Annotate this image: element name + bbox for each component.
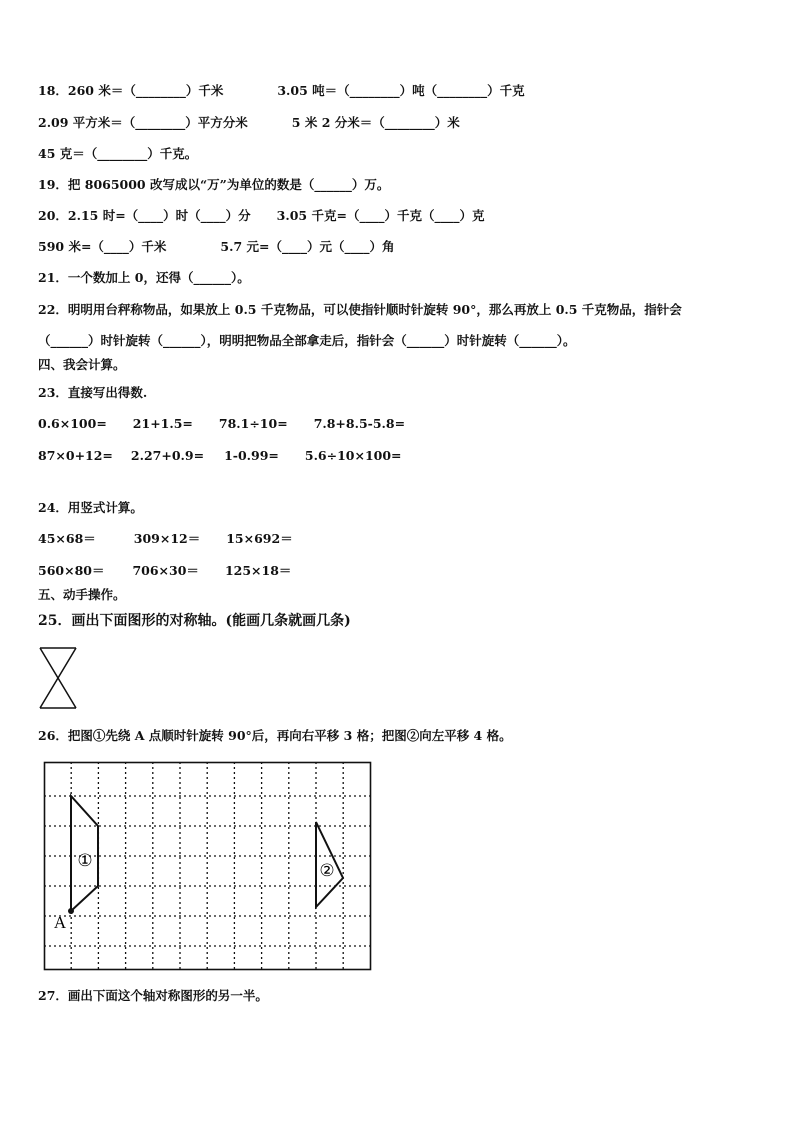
q23-item: 2.27+0.9= bbox=[130, 448, 205, 463]
q20-meters: 590 米=（____）千米 bbox=[38, 239, 167, 254]
section-4-heading bbox=[38, 357, 126, 373]
q23-title-text: 23．直接写出得数. bbox=[38, 385, 148, 400]
q23-row1 bbox=[38, 416, 405, 432]
point-a-label: A bbox=[53, 913, 67, 932]
q23-item: 5.6÷10×100= bbox=[304, 448, 402, 463]
q24-row1 bbox=[38, 531, 293, 547]
q18-line2 bbox=[38, 115, 460, 131]
q23-item: 78.1÷10= bbox=[218, 416, 288, 431]
q18-meter: 5 米 2 分米＝（________）米 bbox=[291, 115, 460, 130]
q25-title-text: 25．画出下面图形的对称轴。(能画几条就画几条) bbox=[38, 613, 351, 629]
q20-line1 bbox=[38, 208, 484, 224]
section-5-text: 五、动手操作。 bbox=[38, 587, 126, 602]
shape-1-label: ① bbox=[77, 851, 93, 871]
q22-text-1: 22．明明用台秤称物品，如果放上 0.5 千克物品，可以使指针顺时针旋转 90°，那么再放上 0.5 千克物品，指针会 bbox=[38, 302, 682, 317]
q24-title bbox=[38, 500, 143, 516]
q20-kg: 3.05 千克=（____）千克（____）克 bbox=[276, 208, 485, 223]
q24-item: 560×80＝ bbox=[38, 563, 105, 578]
q23-item: 21+1.5= bbox=[132, 416, 193, 431]
q18-line1 bbox=[38, 83, 525, 99]
grid-figure bbox=[44, 762, 372, 972]
q24-item: 125×18＝ bbox=[224, 563, 292, 578]
q20-yuan: 5.7 元=（____）元（____）角 bbox=[220, 239, 395, 254]
q27-title bbox=[38, 988, 268, 1004]
q20-hours: 20．2.15 时=（____）时（____）分 bbox=[38, 208, 251, 223]
q24-item: 309×12＝ bbox=[133, 531, 201, 546]
q19 bbox=[38, 177, 389, 193]
q22-line1 bbox=[38, 302, 682, 318]
q18-gram-kg: 45 克＝（________）千克。 bbox=[38, 146, 198, 161]
q24-title-text: 24．用竖式计算。 bbox=[38, 500, 143, 515]
hourglass-figure bbox=[38, 647, 78, 709]
q24-item: 45×68＝ bbox=[38, 531, 96, 546]
point-a-dot bbox=[68, 908, 74, 914]
q21-text: 21．一个数加上 0，还得（______）。 bbox=[38, 270, 250, 285]
q25-title bbox=[38, 613, 351, 629]
section-5-heading bbox=[38, 587, 126, 603]
q23-item: 0.6×100= bbox=[38, 416, 107, 431]
q23-row2 bbox=[38, 448, 402, 464]
q18-area: 2.09 平方米＝（________）平方分米 bbox=[38, 115, 248, 130]
q22-line2 bbox=[38, 333, 576, 349]
q19-text: 19．把 8065000 改写成以“万”为单位的数是（______）万。 bbox=[38, 177, 390, 192]
q18-length-to-km: 18．260 米＝（________）千米 bbox=[38, 83, 224, 98]
q23-title bbox=[38, 385, 147, 401]
q26-title-text: 26．把图①先绕 A 点顺时针旋转 90°后，再向右平移 3 格；把图②向左平移 4 格。 bbox=[38, 728, 512, 743]
shape-2-label: ② bbox=[319, 861, 335, 881]
q27-title-text: 27．画出下面这个轴对称图形的另一半。 bbox=[38, 988, 268, 1003]
q23-item: 87×0+12= bbox=[38, 448, 113, 463]
q24-item: 15×692＝ bbox=[226, 531, 293, 546]
q23-item: 1-0.99= bbox=[224, 448, 279, 463]
q23-item: 7.8+8.5-5.8= bbox=[313, 416, 406, 431]
q18-line3 bbox=[38, 146, 197, 162]
q24-row2 bbox=[38, 563, 291, 579]
q24-item: 706×30＝ bbox=[132, 563, 199, 578]
q20-line2 bbox=[38, 239, 395, 255]
q22-text-2: （______）时针旋转（______），明明把物品全部拿走后，指针会（______）时针旋转（______）。 bbox=[38, 333, 576, 348]
q18-ton-kg: 3.05 吨＝（________）吨（________）千克 bbox=[277, 83, 525, 98]
section-4-text: 四、我会计算。 bbox=[38, 357, 126, 372]
q26-title bbox=[38, 728, 512, 744]
q21 bbox=[38, 270, 250, 286]
